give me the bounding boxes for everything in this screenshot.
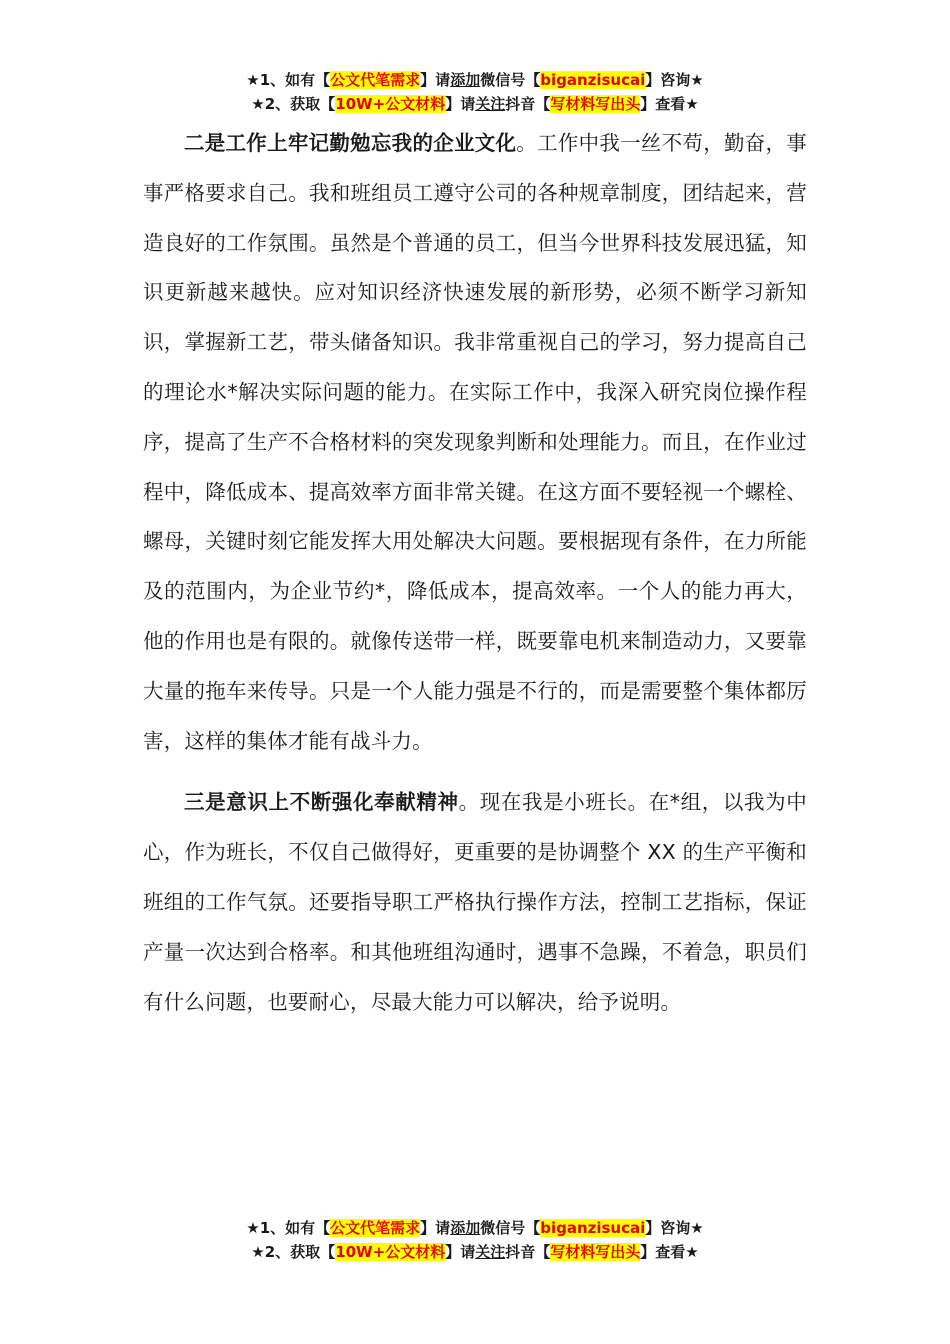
promo-line-2 [0,1240,950,1264]
promo-wechat-id: biganzisucai [540,1219,646,1237]
document-body [143,119,807,1027]
paragraph-dedication [143,778,807,1027]
promo-emphasis: 关注 [475,95,506,113]
promo-highlight: 公文代笔需求 [330,71,421,89]
promo-text: ★1、如有【 [246,1219,331,1237]
promo-highlight: 10W+公文材料 [335,1243,446,1261]
promo-text: 】咨询★ [645,71,704,89]
promo-text: 微信号【 [480,71,541,89]
promo-text: 】咨询★ [645,1219,704,1237]
promo-text: 微信号【 [480,1219,541,1237]
promo-text: 】请 [445,95,476,113]
paragraph-heading: 三是意识上不断强化奉献精神 [184,790,459,815]
promo-text: ★2、获取【 [251,95,336,113]
paragraph-text: 。工作中我一丝不苟，勤奋，事事严格要求自己。我和班组员工遵守公司的各种规章制度，团结起来，营造良好的工作氛围。虽然是个普通的员工，但当今世界科技发展迅猛，知识更新越来越快。应对知识经济快速发展的新形势，必须不断学习新知识，掌握新工艺，带头储备知识。我非常重视自己的学习，努力提高自己的理论水*解决实际问题的能力。在实际工作中，我深入研究岗位操作程序，提高了生产不合格材料的突发现象判断和处理能力。而且，在作业过程中，降低成本、提高效率方面非常关键。在这方面不要轻视一个螺栓、螺母，关键时刻它能发挥大用处解决大问题。要根据现有条件，在力所能及的范围内，为企业节约*，降低成本，提高效率。一个人的能力再大，他的作用也是有限的。就像传送带一样，既要靠电机来制造动力，又要靠大量的拖车来传导。只是一个人能力强是不行的，而是需要整个集体都厉害，这样的集体才能有战斗力。 [143,131,807,753]
promo-wechat-id: biganzisucai [540,71,646,89]
promo-line-1 [0,68,950,92]
promo-text: 抖音【 [505,95,551,113]
paragraph-heading: 二是工作上牢记勤勉忘我的企业文化 [184,131,517,155]
promo-text: ★1、如有【 [246,71,331,89]
promo-text: 抖音【 [505,1243,551,1261]
promo-highlight: 10W+公文材料 [335,95,446,113]
promo-text: 】请 [420,71,451,89]
promo-highlight: 公文代笔需求 [330,1219,421,1237]
paragraph-text: 。现在我是小班长。在*组，以我为中心，作为班长，不仅自己做得好，更重要的是协调整个 XX 的生产平衡和班组的工作气氛。还要指导职工严格执行操作方法，控制工艺指标，保证产量一次达到合格率。和其他班组沟通时，遇事不急躁，不着急，职员们有什么问题，也要耐心，尽最大能力可以解决，给予说明。 [143,790,807,1014]
promo-text: 】请 [420,1219,451,1237]
promo-text: 】请 [445,1243,476,1261]
promo-emphasis: 关注 [475,1243,506,1261]
paragraph-work-culture [143,119,807,766]
promo-text: ★2、获取【 [251,1243,336,1261]
promo-line-1 [0,1216,950,1240]
promo-line-2 [0,92,950,116]
promo-douyin-id: 写材料写出头 [550,1243,641,1261]
promo-text: 】查看★ [640,1243,699,1261]
promo-douyin-id: 写材料写出头 [550,95,641,113]
footer-promo-banner [0,1216,950,1264]
header-promo-banner [0,68,950,116]
promo-emphasis: 添加 [450,71,481,89]
promo-text: 】查看★ [640,95,699,113]
promo-emphasis: 添加 [450,1219,481,1237]
